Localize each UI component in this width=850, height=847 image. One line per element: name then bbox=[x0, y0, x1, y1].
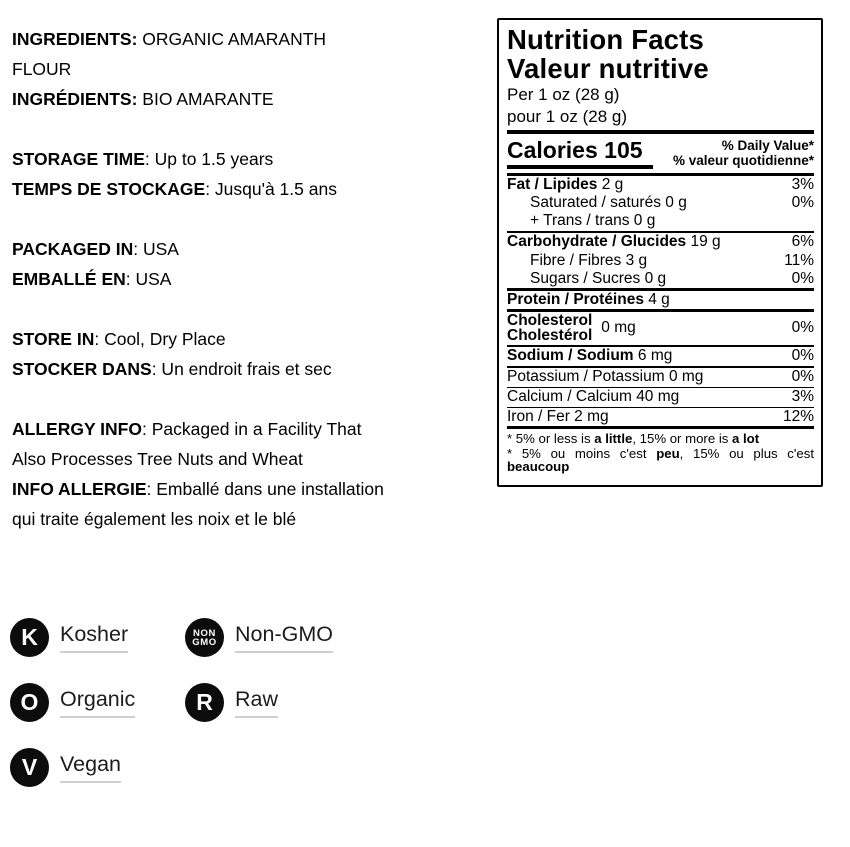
ingredients-line-en-wrap: FLOUR bbox=[12, 59, 72, 79]
store-in-line-fr: STOCKER DANS: Un endroit frais et sec bbox=[12, 359, 332, 379]
ingredients-value-fr: BIO AMARANTE bbox=[137, 89, 274, 109]
panel-title-en: Nutrition Facts bbox=[507, 24, 705, 55]
allergy-line-en-wrap: Also Processes Tree Nuts and Wheat bbox=[12, 449, 303, 469]
footnote-en: * 5% or less is a little, 15% or more is a lot bbox=[507, 431, 760, 447]
divider bbox=[507, 426, 814, 429]
packaged-in-block bbox=[12, 234, 384, 294]
nutrient-pct: 12% bbox=[782, 408, 814, 426]
ingredients-label-en: INGREDIENTS: bbox=[12, 29, 138, 49]
nutrient-pct: 3% bbox=[791, 175, 814, 193]
store-in-line-en: STORE IN: Cool, Dry Place bbox=[12, 329, 226, 349]
organic-icon: O bbox=[10, 683, 49, 722]
serving-size-fr: pour 1 oz (28 g) bbox=[507, 106, 628, 126]
certification-badges bbox=[10, 618, 333, 787]
nutrient-pct: 3% bbox=[791, 388, 814, 406]
non-gmo-label: Non-GMO bbox=[235, 622, 333, 653]
nutrition-facts-panel bbox=[497, 18, 823, 487]
nutrient-pct: 0% bbox=[791, 347, 814, 365]
storage-time-block bbox=[12, 144, 384, 204]
calories-row bbox=[507, 137, 814, 169]
nutrient-pct: 0% bbox=[791, 270, 814, 288]
cholesterol-amount: 0 mg bbox=[601, 319, 636, 337]
allergy-line-fr-wrap: qui traite également les noix et le blé bbox=[12, 509, 297, 529]
nutrient-row-protein: Protein / Protéines 4 g bbox=[507, 290, 670, 308]
daily-value-header bbox=[673, 137, 814, 168]
divider-thick bbox=[507, 130, 814, 134]
ingredients-block bbox=[12, 24, 384, 114]
raw-label: Raw bbox=[235, 687, 278, 718]
nutrient-row-trans: + Trans / trans 0 g bbox=[530, 212, 656, 230]
ingredients-line-fr bbox=[12, 84, 384, 114]
kosher-icon: K bbox=[10, 618, 49, 657]
nutrient-row-calcium: Calcium / Calcium 40 mg 3% bbox=[507, 388, 814, 406]
ingredients-value-en: ORGANIC AMARANTH bbox=[137, 29, 327, 49]
non-gmo-badge bbox=[185, 618, 333, 657]
nutrient-row-cholesterol bbox=[507, 312, 814, 345]
raw-icon: R bbox=[185, 683, 224, 722]
organic-badge bbox=[10, 683, 185, 722]
raw-badge bbox=[185, 683, 333, 722]
nutrient-pct: 0% bbox=[791, 193, 814, 211]
daily-value-header-fr: % valeur quotidienne* bbox=[672, 153, 814, 168]
nutrient-pct: 0% bbox=[791, 319, 814, 337]
nutrient-row-saturated: Saturated / saturés 0 g 0% bbox=[530, 193, 814, 211]
calories-value: Calories 105 bbox=[507, 137, 653, 169]
nutrient-row-carbohydrate: Carbohydrate / Glucides 19 g 6% bbox=[507, 233, 814, 251]
daily-value-header-en: % Daily Value* bbox=[721, 138, 814, 153]
ingredients-label-fr: INGRÉDIENTS: bbox=[12, 89, 138, 109]
cholesterol-label-en: Cholesterol bbox=[507, 311, 593, 329]
storage-time-line-en: STORAGE TIME: Up to 1.5 years bbox=[12, 149, 274, 169]
vegan-label: Vegan bbox=[60, 752, 121, 783]
nutrient-row-sugars: Sugars / Sucres 0 g 0% bbox=[530, 270, 814, 288]
vegan-icon: V bbox=[10, 748, 49, 787]
organic-label: Organic bbox=[60, 687, 135, 718]
serving-size-en: Per 1 oz (28 g) bbox=[507, 85, 620, 104]
nutrient-row-potassium: Potassium / Potassium 0 mg 0% bbox=[507, 368, 814, 386]
store-in-block bbox=[12, 324, 384, 384]
nutrient-pct: 0% bbox=[791, 368, 814, 386]
footnote-fr: * 5% ou moins c'est peu, 15% ou plus c'est beaucoup bbox=[507, 445, 815, 474]
nutrient-row-fibre: Fibre / Fibres 3 g 11% bbox=[530, 251, 814, 269]
vegan-badge bbox=[10, 748, 185, 787]
kosher-label: Kosher bbox=[60, 622, 128, 653]
packaged-in-line-en: PACKAGED IN: USA bbox=[12, 239, 179, 259]
nutrient-pct: 6% bbox=[791, 233, 814, 251]
kosher-badge bbox=[10, 618, 185, 657]
nutrient-row-fat: Fat / Lipides 2 g 3% bbox=[507, 175, 814, 193]
non-gmo-icon: NON GMO bbox=[185, 618, 224, 657]
allergy-line-fr: INFO ALLERGIE: Emballé dans une installation bbox=[12, 479, 384, 499]
storage-time-line-fr: TEMPS DE STOCKAGE: Jusqu'à 1.5 ans bbox=[12, 179, 337, 199]
nutrient-row-sodium: Sodium / Sodium 6 mg 0% bbox=[507, 347, 814, 365]
packaged-in-line-fr: EMBALLÉ EN: USA bbox=[12, 269, 172, 289]
cholesterol-label-fr: Cholestérol bbox=[507, 327, 593, 345]
nutrient-row-iron: Iron / Fer 2 mg 12% bbox=[507, 408, 814, 426]
ingredients-line-en bbox=[12, 24, 384, 54]
allergy-line-en: ALLERGY INFO: Packaged in a Facility That bbox=[12, 419, 362, 439]
product-info-column bbox=[12, 24, 384, 564]
nutrient-pct: 11% bbox=[784, 251, 814, 269]
allergy-info-block bbox=[12, 414, 384, 534]
panel-title-fr: Valeur nutritive bbox=[507, 53, 709, 84]
